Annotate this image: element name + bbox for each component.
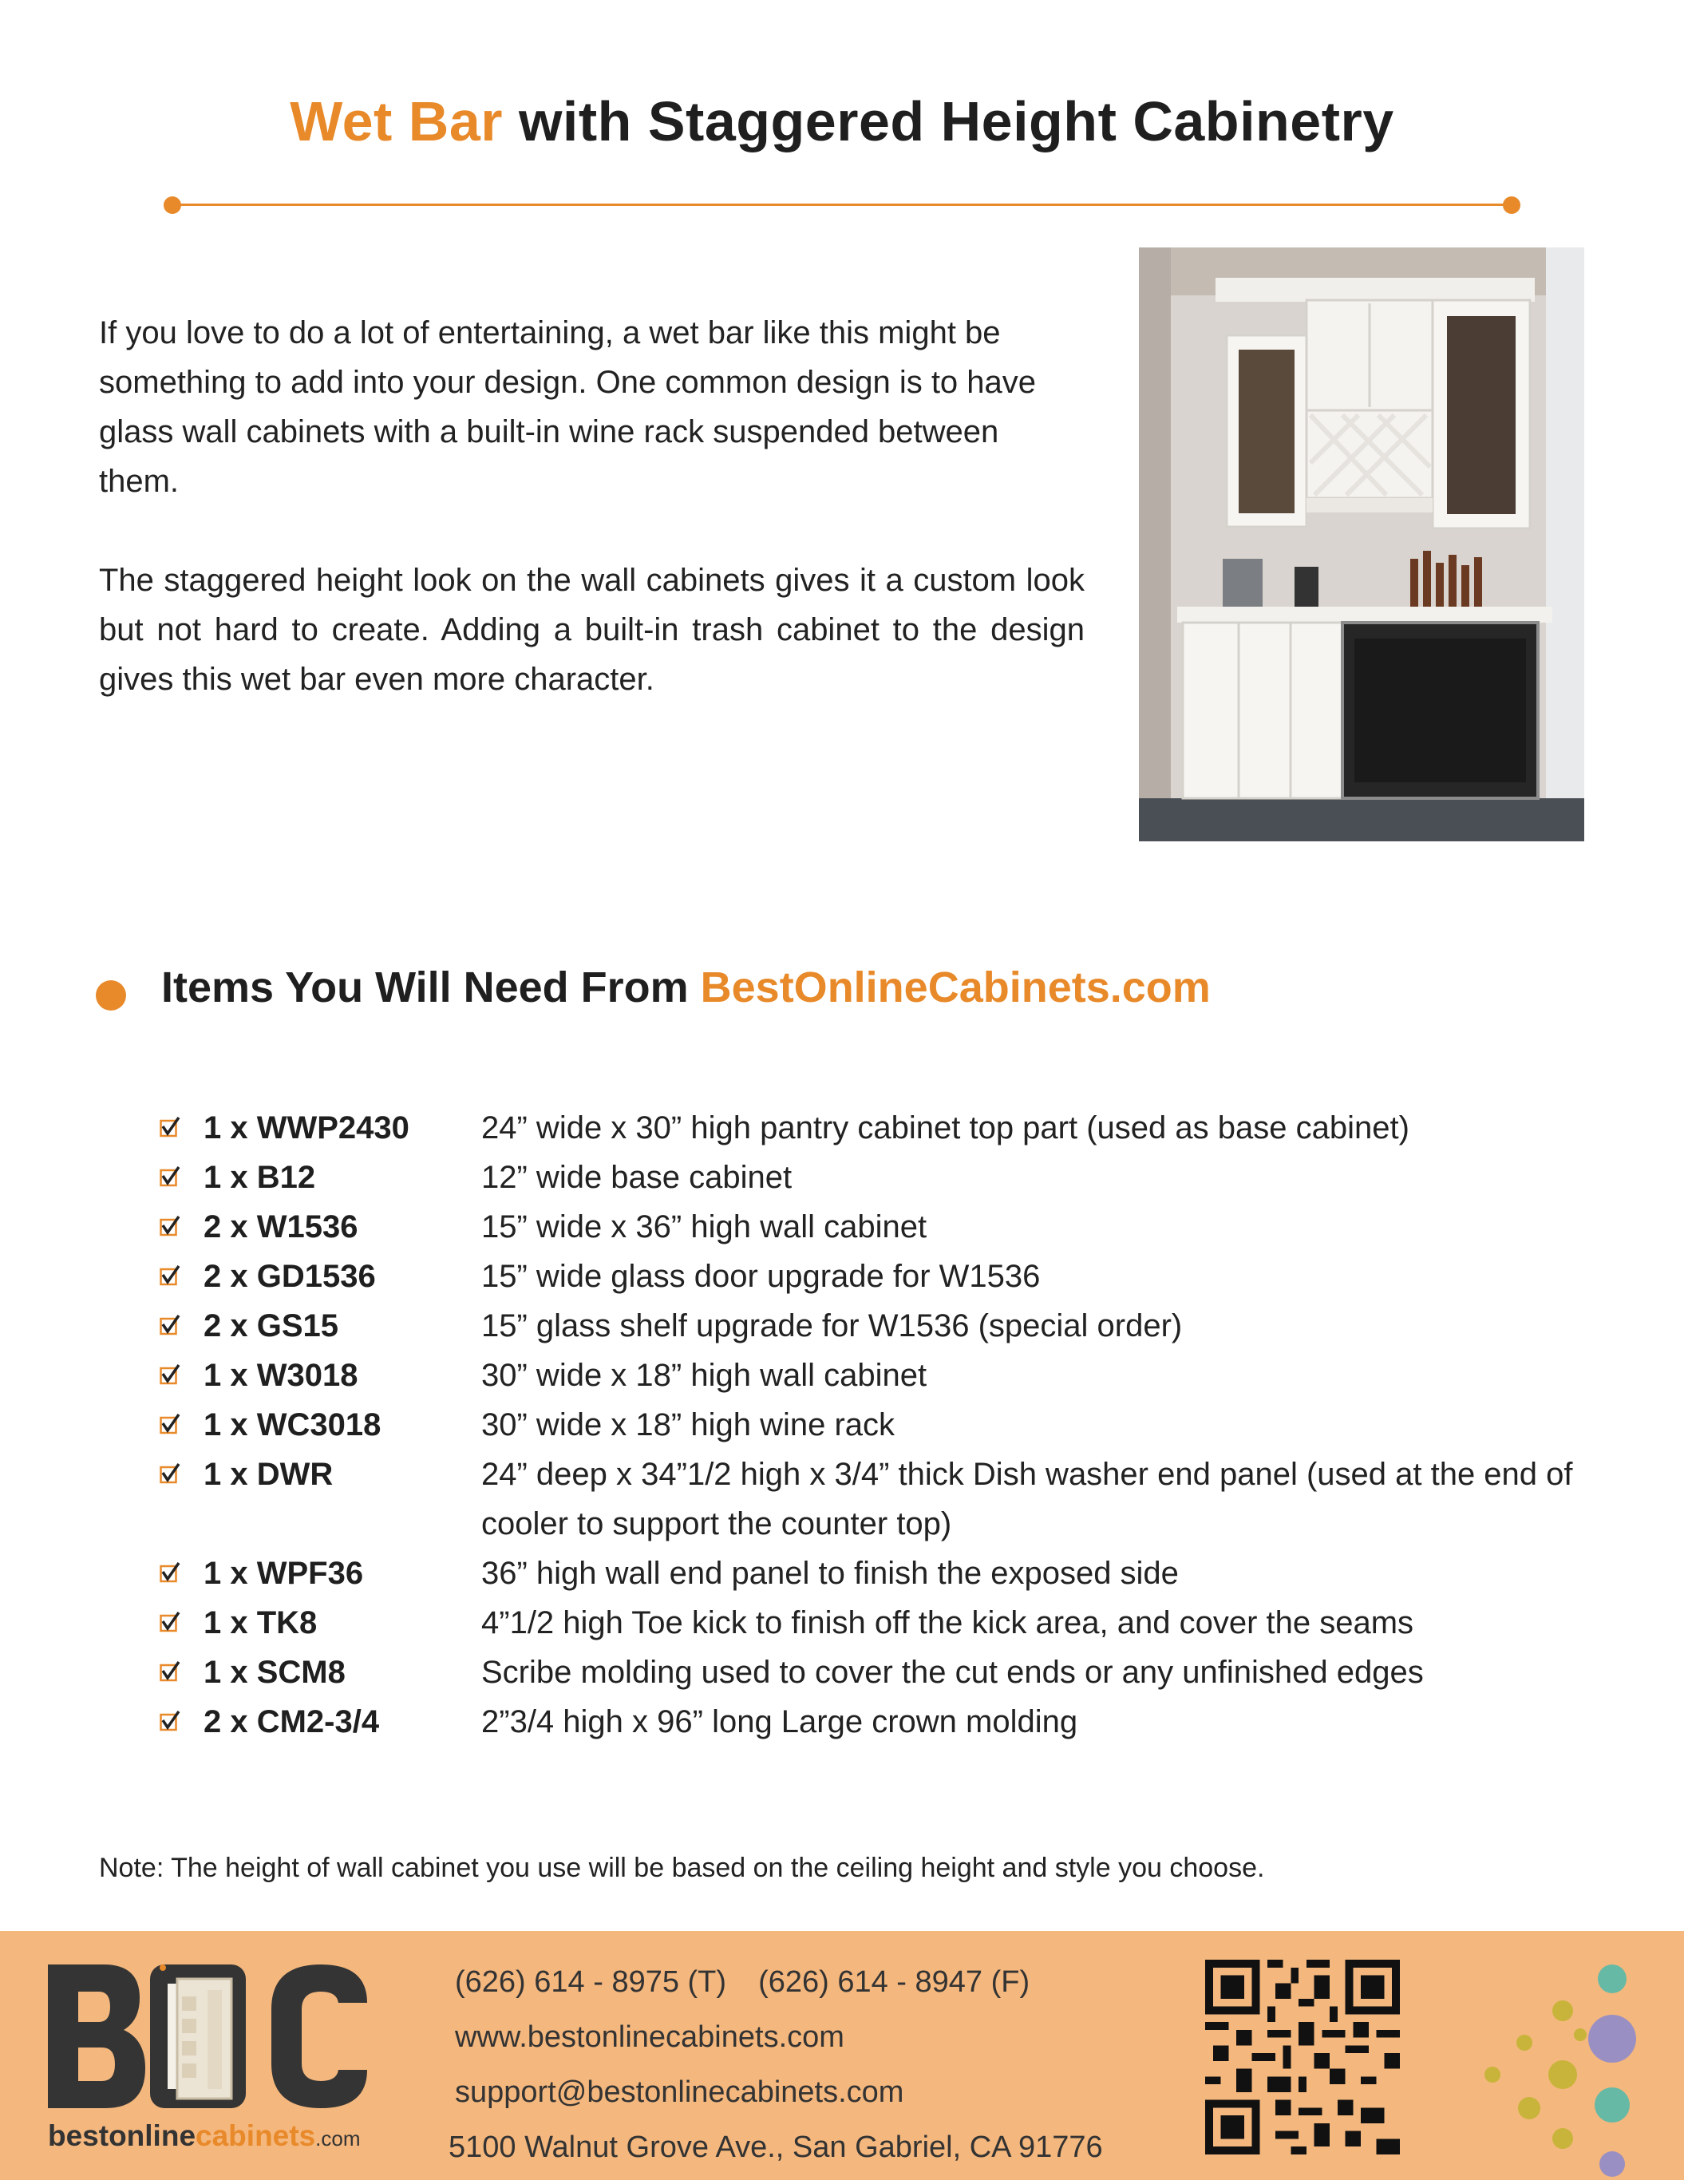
checkbox-checked-icon	[160, 1202, 204, 1252]
logo-word-best: best	[48, 2119, 109, 2152]
footer	[0, 1931, 1684, 2180]
intro-text	[99, 308, 1085, 754]
list-item	[160, 1697, 1580, 1747]
wet-bar-photo	[1139, 247, 1584, 841]
list-item	[160, 1450, 1580, 1549]
checkbox-checked-icon	[160, 1153, 204, 1202]
title-rest: with Staggered Height Cabinetry	[503, 90, 1394, 152]
website-link[interactable]: www.bestonlinecabinets.com	[455, 2020, 844, 2054]
checkbox-checked-icon	[160, 1598, 204, 1648]
list-item	[160, 1549, 1580, 1598]
checkbox-checked-icon	[160, 1301, 204, 1351]
checkbox-checked-icon	[160, 1450, 204, 1499]
item-desc: 15” glass shelf upgrade for W1536 (special order)	[481, 1308, 1183, 1343]
item-desc: 15” wide x 36” high wall cabinet	[481, 1209, 927, 1244]
checkbox-checked-icon	[160, 1400, 204, 1450]
checkbox-checked-icon	[160, 1103, 204, 1153]
item-desc: 24” wide x 30” high pantry cabinet top part (used as base cabinet)	[481, 1110, 1409, 1145]
intro-paragraph-1: If you love to do a lot of entertaining, a wet bar like this might be something to add into your design. One common design is to have glass wall cabinets with a built-in wine rack suspended between them.	[99, 315, 1037, 499]
items-heading-text	[161, 963, 1211, 1012]
list-item	[160, 1103, 1580, 1153]
contact-info	[449, 1955, 1103, 2175]
item-desc: Scribe molding used to cover the cut ends or any unfinished edges	[481, 1655, 1424, 1690]
list-item	[160, 1153, 1580, 1202]
phone-number[interactable]: (626) 614 - 8975 (T)	[455, 1965, 727, 1999]
item-desc: 30” wide x 18” high wine rack	[481, 1407, 895, 1442]
list-item	[160, 1301, 1580, 1351]
footnote: Note: The height of wall cabinet you use will be based on the ceiling height and style you choose.	[99, 1853, 1265, 1883]
checkbox-checked-icon	[160, 1351, 204, 1400]
email-link[interactable]: support@bestonlinecabinets.com	[455, 2075, 904, 2109]
item-code: 1 x WWP2430	[204, 1110, 409, 1145]
bullet-dot-icon	[96, 980, 126, 1011]
item-desc: 2”3/4 high x 96” long Large crown molding	[481, 1704, 1078, 1739]
decorative-dots	[1461, 1947, 1668, 2180]
list-item	[160, 1252, 1580, 1301]
list-item	[160, 1400, 1580, 1450]
page-title	[0, 89, 1684, 153]
item-code: 1 x WPF36	[204, 1556, 364, 1591]
fax-number: (626) 614 - 8947 (F)	[758, 1965, 1030, 1999]
item-desc: 36” high wall end panel to finish the exposed side	[481, 1556, 1179, 1591]
item-desc: 24” deep x 34”1/2 high x 3/4” thick Dish washer end panel (used at the end of cooler to support the counter top)	[481, 1457, 1573, 1541]
item-code: 1 x W3018	[204, 1358, 358, 1393]
list-item	[160, 1598, 1580, 1648]
list-item	[160, 1648, 1580, 1697]
checkbox-checked-icon	[160, 1697, 204, 1747]
items-list	[160, 1103, 1580, 1747]
item-desc: 30” wide x 18” high wall cabinet	[481, 1358, 927, 1393]
title-divider	[164, 195, 1520, 214]
item-code: 2 x GS15	[204, 1308, 339, 1343]
item-code: 1 x B12	[204, 1160, 316, 1195]
list-item	[160, 1202, 1580, 1252]
items-heading-prefix: Items You Will Need From	[161, 963, 701, 1011]
item-desc: 15” wide glass door upgrade for W1536	[481, 1259, 1041, 1294]
address: 5100 Walnut Grove Ave., San Gabriel, CA 91776	[449, 2131, 1103, 2164]
logo-word-com: .com	[315, 2127, 361, 2150]
checkbox-checked-icon	[160, 1648, 204, 1697]
item-code: 2 x W1536	[204, 1209, 358, 1244]
checkbox-checked-icon	[160, 1252, 204, 1301]
item-code: 1 x WC3018	[204, 1407, 381, 1442]
intro-paragraph-2: The staggered height look on the wall cabinets gives it a custom look but not hard to create. Adding a built-in trash cabinet to the design gives this wet bar even more character.	[99, 563, 1085, 697]
item-code: 2 x GD1536	[204, 1259, 376, 1294]
item-code: 2 x CM2-3/4	[204, 1704, 380, 1739]
item-desc: 4”1/2 high Toe kick to finish off the kick area, and cover the seams	[481, 1605, 1414, 1640]
checkbox-checked-icon	[160, 1549, 204, 1598]
list-item	[160, 1351, 1580, 1400]
qr-code[interactable]	[1205, 1960, 1400, 2154]
logo-wordmark	[48, 2119, 361, 2153]
logo-word-online: online	[109, 2119, 196, 2152]
title-accent: Wet Bar	[290, 90, 503, 152]
item-code: 1 x TK8	[204, 1605, 318, 1640]
item-desc: 12” wide base cabinet	[481, 1160, 793, 1195]
logo-word-cabinets: cabinets	[196, 2119, 316, 2152]
item-code: 1 x DWR	[204, 1457, 334, 1492]
item-code: 1 x SCM8	[204, 1655, 346, 1690]
items-heading-site: BestOnlineCabinets.com	[700, 963, 1211, 1011]
